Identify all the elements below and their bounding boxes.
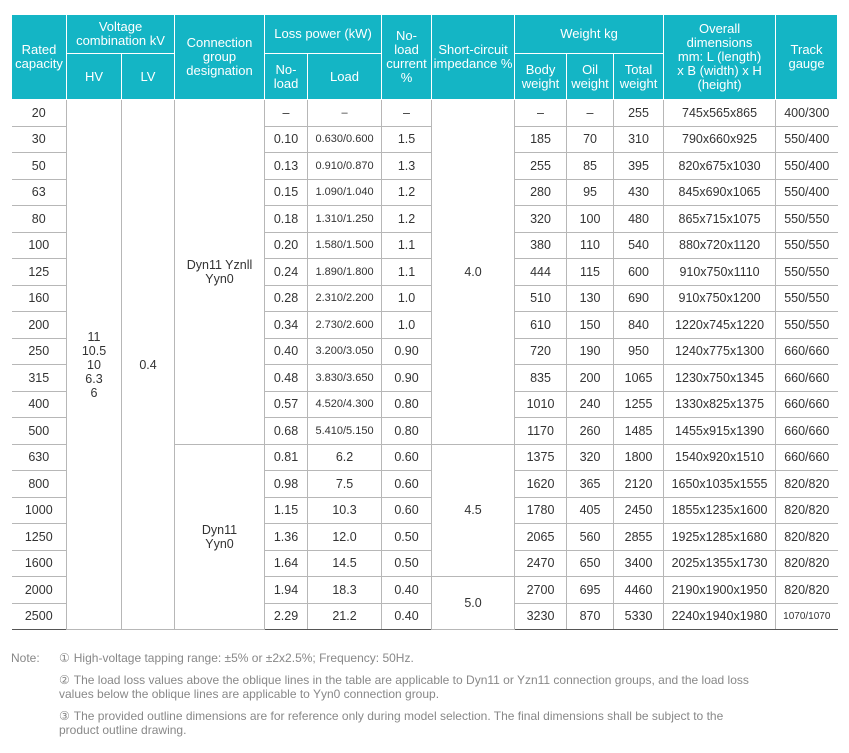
cell-no-load-loss: 1.94 <box>265 577 308 604</box>
cell-no-load-current: 1.2 <box>382 179 432 206</box>
note-text: High-voltage tapping range: ±5% or ±2x2.5%; Frequency: 50Hz. <box>73 651 414 665</box>
header-line: Body <box>525 61 556 77</box>
cell-no-load-current: 0.40 <box>382 603 432 630</box>
cell-load-loss: 12.0 <box>308 524 382 551</box>
cell-dimensions: 845x690x1065 <box>664 179 776 206</box>
cell-load-loss: 7.5 <box>308 471 382 498</box>
cell-no-load-current: – <box>382 100 432 127</box>
cell-hv <box>67 100 122 630</box>
cell-no-load-loss: 1.64 <box>265 550 308 577</box>
header-track-gauge <box>776 15 838 100</box>
cell-track-gauge: 820/820 <box>776 471 838 498</box>
cell-track-gauge: 660/660 <box>776 365 838 392</box>
header-line: Voltage <box>98 19 143 34</box>
cell-dimensions: 1540x920x1510 <box>664 444 776 471</box>
note-marker: ② <box>59 673 70 687</box>
header-line: dimensions <box>686 35 753 50</box>
notes-label: Note: <box>11 651 40 665</box>
cell-body-weight: 1375 <box>515 444 567 471</box>
cell-total-weight: 395 <box>614 153 664 180</box>
cell-oil-weight: 70 <box>567 126 614 153</box>
header-hv: HV <box>67 54 122 100</box>
cell-load-loss: – <box>308 100 382 127</box>
cell-no-load-current: 0.80 <box>382 391 432 418</box>
header-line: No- <box>275 61 297 77</box>
cell-dimensions: 910x750x1110 <box>664 259 776 286</box>
cell-body-weight: 380 <box>515 232 567 259</box>
cell-no-load-current: 1.2 <box>382 206 432 233</box>
cell-dimensions: 2025x1355x1730 <box>664 550 776 577</box>
cell-connection-group <box>175 444 265 630</box>
cell-dimensions: 1230x750x1345 <box>664 365 776 392</box>
cell-dimensions: 820x675x1030 <box>664 153 776 180</box>
cell-oil-weight: 260 <box>567 418 614 445</box>
cell-total-weight: 1800 <box>614 444 664 471</box>
cell-track-gauge: 820/820 <box>776 577 838 604</box>
cell-capacity: 1250 <box>12 524 67 551</box>
cell-no-load-current: 0.60 <box>382 444 432 471</box>
cell-body-weight: 320 <box>515 206 567 233</box>
cell-track-gauge: 550/550 <box>776 259 838 286</box>
header-line: Track <box>790 42 823 57</box>
cell-no-load-loss: 1.15 <box>265 497 308 524</box>
cell-no-load-loss: 0.24 <box>265 259 308 286</box>
cell-load-loss: 4.520/4.300 <box>308 391 382 418</box>
header-line: x B (width) x H <box>677 63 762 78</box>
cell-total-weight: 5330 <box>614 603 664 630</box>
cell-total-weight: 540 <box>614 232 664 259</box>
cell-no-load-current: 0.50 <box>382 550 432 577</box>
cell-oil-weight: 560 <box>567 524 614 551</box>
cell-oil-weight: 695 <box>567 577 614 604</box>
cell-total-weight: 950 <box>614 338 664 365</box>
header-line: (height) <box>697 77 742 92</box>
header-line: group <box>202 49 237 64</box>
cell-dimensions: 1650x1035x1555 <box>664 471 776 498</box>
header-weight: Weight kg <box>515 15 664 54</box>
cell-total-weight: 255 <box>614 100 664 127</box>
cell-body-weight: 2470 <box>515 550 567 577</box>
cell-body-weight: 185 <box>515 126 567 153</box>
cell-body-weight: 1170 <box>515 418 567 445</box>
cell-impedance: 4.0 <box>432 100 515 445</box>
cell-dimensions: 880x720x1120 <box>664 232 776 259</box>
cell-load-loss: 2.730/2.600 <box>308 312 382 339</box>
cell-total-weight: 1065 <box>614 365 664 392</box>
cell-capacity: 630 <box>12 444 67 471</box>
table-row <box>12 100 838 127</box>
cell-connection-group <box>175 100 265 445</box>
note-item <box>59 652 759 666</box>
cell-no-load-current: 1.1 <box>382 259 432 286</box>
cell-capacity: 50 <box>12 153 67 180</box>
header-line: Overall <box>698 21 741 36</box>
cell-capacity: 400 <box>12 391 67 418</box>
cell-capacity: 315 <box>12 365 67 392</box>
cell-hv-line: 6 <box>90 385 98 400</box>
cell-body-weight: 2700 <box>515 577 567 604</box>
cell-track-gauge: 550/400 <box>776 179 838 206</box>
cell-capacity: 2500 <box>12 603 67 630</box>
cell-total-weight: 1255 <box>614 391 664 418</box>
cell-track-gauge: 660/660 <box>776 418 838 445</box>
header-line: load <box>273 75 299 91</box>
header-overall-dimensions <box>664 15 776 100</box>
cell-dimensions: 1855x1235x1600 <box>664 497 776 524</box>
cell-no-load-current: 0.50 <box>382 524 432 551</box>
header-no-load-loss <box>265 54 308 100</box>
cell-no-load-loss: 2.29 <box>265 603 308 630</box>
cell-total-weight: 480 <box>614 206 664 233</box>
cell-body-weight: 3230 <box>515 603 567 630</box>
cell-no-load-current: 1.0 <box>382 312 432 339</box>
cell-no-load-loss: 0.81 <box>265 444 308 471</box>
cell-dimensions: 2240x1940x1980 <box>664 603 776 630</box>
cell-total-weight: 1485 <box>614 418 664 445</box>
cell-dimensions: 1455x915x1390 <box>664 418 776 445</box>
cell-body-weight: 610 <box>515 312 567 339</box>
cell-load-loss: 3.830/3.650 <box>308 365 382 392</box>
cell-capacity: 30 <box>12 126 67 153</box>
cell-oil-weight: 95 <box>567 179 614 206</box>
header-loss-power: Loss power (kW) <box>265 15 382 54</box>
header-short-circuit-impedance <box>432 15 515 100</box>
cell-oil-weight: 130 <box>567 285 614 312</box>
cell-load-loss: 1.310/1.250 <box>308 206 382 233</box>
cell-total-weight: 430 <box>614 179 664 206</box>
cell-no-load-current: 1.3 <box>382 153 432 180</box>
header-line: impedance % <box>433 56 513 71</box>
header-rated-capacity <box>12 15 67 100</box>
cell-dimensions: 790x660x925 <box>664 126 776 153</box>
cell-impedance: 4.5 <box>432 444 515 577</box>
cell-oil-weight: 405 <box>567 497 614 524</box>
cell-load-loss: 2.310/2.200 <box>308 285 382 312</box>
cell-no-load-loss: 0.98 <box>265 471 308 498</box>
cell-dimensions: 865x715x1075 <box>664 206 776 233</box>
cell-track-gauge: 550/550 <box>776 206 838 233</box>
header-line: No- <box>396 28 417 43</box>
header-no-load-current <box>382 15 432 100</box>
cell-capacity: 125 <box>12 259 67 286</box>
cell-oil-weight: 365 <box>567 471 614 498</box>
cell-body-weight: 1620 <box>515 471 567 498</box>
cell-load-loss: 14.5 <box>308 550 382 577</box>
cell-track-gauge: 550/550 <box>776 285 838 312</box>
cell-total-weight: 2855 <box>614 524 664 551</box>
cell-no-load-loss: 0.10 <box>265 126 308 153</box>
cell-no-load-loss: 0.20 <box>265 232 308 259</box>
cell-track-gauge: 820/820 <box>776 550 838 577</box>
cell-no-load-current: 1.5 <box>382 126 432 153</box>
cell-track-gauge: 820/820 <box>776 497 838 524</box>
cell-body-weight: 2065 <box>515 524 567 551</box>
cell-hv-line: 10 <box>87 357 101 372</box>
cell-no-load-current: 0.80 <box>382 418 432 445</box>
note-item <box>59 710 759 737</box>
cell-load-loss: 21.2 <box>308 603 382 630</box>
header-line: current <box>386 56 427 71</box>
cell-load-loss: 1.580/1.500 <box>308 232 382 259</box>
cell-capacity: 250 <box>12 338 67 365</box>
header-total-weight <box>614 54 664 100</box>
cell-no-load-loss: 0.57 <box>265 391 308 418</box>
cell-body-weight: 1780 <box>515 497 567 524</box>
cell-load-loss: 1.890/1.800 <box>308 259 382 286</box>
cell-total-weight: 600 <box>614 259 664 286</box>
cell-load-loss: 0.910/0.870 <box>308 153 382 180</box>
cell-no-load-current: 0.40 <box>382 577 432 604</box>
cell-no-load-loss: 1.36 <box>265 524 308 551</box>
cell-hv-line: 10.5 <box>81 343 107 358</box>
cell-load-loss: 3.200/3.050 <box>308 338 382 365</box>
cell-hv-line: 11 <box>87 329 101 344</box>
header-line: weight <box>619 75 658 91</box>
cell-oil-weight: 85 <box>567 153 614 180</box>
cell-no-load-loss: 0.48 <box>265 365 308 392</box>
cell-capacity: 20 <box>12 100 67 127</box>
cell-lv: 0.4 <box>122 100 175 630</box>
cell-impedance: 5.0 <box>432 577 515 630</box>
cell-load-loss: 0.630/0.600 <box>308 126 382 153</box>
cell-load-loss: 5.410/5.150 <box>308 418 382 445</box>
cell-load-loss: 6.2 <box>308 444 382 471</box>
cell-no-load-current: 0.60 <box>382 471 432 498</box>
cell-track-gauge: 550/400 <box>776 153 838 180</box>
cell-oil-weight: 110 <box>567 232 614 259</box>
header-line: % <box>400 70 413 85</box>
cell-body-weight: – <box>515 100 567 127</box>
cell-total-weight: 3400 <box>614 550 664 577</box>
cell-capacity: 200 <box>12 312 67 339</box>
cell-track-gauge: 400/300 <box>776 100 838 127</box>
cell-capacity: 160 <box>12 285 67 312</box>
cell-track-gauge: 820/820 <box>776 524 838 551</box>
cell-dimensions: 2190x1900x1950 <box>664 577 776 604</box>
cell-no-load-current: 1.1 <box>382 232 432 259</box>
cell-capacity: 80 <box>12 206 67 233</box>
cell-total-weight: 2450 <box>614 497 664 524</box>
cell-body-weight: 720 <box>515 338 567 365</box>
cell-body-weight: 835 <box>515 365 567 392</box>
cell-oil-weight: 100 <box>567 206 614 233</box>
header-body-weight <box>515 54 567 100</box>
cell-dimensions: 1330x825x1375 <box>664 391 776 418</box>
header-line: mm: L (length) <box>677 49 762 64</box>
cell-no-load-current: 0.90 <box>382 365 432 392</box>
header-line: capacity <box>15 56 63 71</box>
header-line: weight <box>571 75 609 91</box>
cell-track-gauge: 550/550 <box>776 312 838 339</box>
cell-body-weight: 1010 <box>515 391 567 418</box>
cell-no-load-loss: 0.13 <box>265 153 308 180</box>
header-lv: LV <box>122 54 175 100</box>
header-line: Short-circuit <box>438 42 508 57</box>
cell-no-load-loss: 0.18 <box>265 206 308 233</box>
cell-capacity: 100 <box>12 232 67 259</box>
header-voltage-combination <box>67 15 175 54</box>
cell-oil-weight: – <box>567 100 614 127</box>
cell-no-load-loss: 0.34 <box>265 312 308 339</box>
cell-capacity: 500 <box>12 418 67 445</box>
cell-no-load-loss: 0.40 <box>265 338 308 365</box>
spec-table <box>11 14 838 630</box>
cell-oil-weight: 650 <box>567 550 614 577</box>
cell-oil-weight: 150 <box>567 312 614 339</box>
cell-oil-weight: 190 <box>567 338 614 365</box>
header-line: Rated <box>21 42 57 57</box>
cell-total-weight: 310 <box>614 126 664 153</box>
cell-total-weight: 2120 <box>614 471 664 498</box>
cell-dimensions: 1220x745x1220 <box>664 312 776 339</box>
cell-hv-line: 6.3 <box>85 371 103 386</box>
cell-no-load-loss: 0.28 <box>265 285 308 312</box>
cell-oil-weight: 320 <box>567 444 614 471</box>
cell-body-weight: 280 <box>515 179 567 206</box>
note-text: The provided outline dimensions are for reference only during model selection. The final dimensions shall be subject to the product outline drawing. <box>59 709 724 737</box>
cell-body-weight: 444 <box>515 259 567 286</box>
cell-track-gauge: 550/400 <box>776 126 838 153</box>
cell-capacity: 1600 <box>12 550 67 577</box>
note-text: The load loss values above the oblique lines in the table are applicable to Dyn11 or Yzn11 connection groups, and the load loss values below the oblique lines are applicable to Yyn0 connection group. <box>59 673 749 701</box>
cell-no-load-current: 1.0 <box>382 285 432 312</box>
cell-load-loss: 10.3 <box>308 497 382 524</box>
cell-dimensions: 745x565x865 <box>664 100 776 127</box>
cell-no-load-current: 0.90 <box>382 338 432 365</box>
cell-connection-group-line: Dyn11 <box>201 522 238 537</box>
cell-track-gauge: 660/660 <box>776 444 838 471</box>
cell-dimensions: 910x750x1200 <box>664 285 776 312</box>
cell-no-load-loss: – <box>265 100 308 127</box>
cell-oil-weight: 240 <box>567 391 614 418</box>
header-line: gauge <box>788 56 825 71</box>
cell-no-load-loss: 0.15 <box>265 179 308 206</box>
header-oil-weight <box>567 54 614 100</box>
cell-total-weight: 840 <box>614 312 664 339</box>
header-line: Oil <box>582 61 598 77</box>
note-marker: ③ <box>59 709 70 723</box>
cell-connection-group-line: Yyn0 <box>205 536 234 551</box>
header-load-loss: Load <box>308 54 382 100</box>
header-line: weight <box>521 75 560 91</box>
cell-oil-weight: 200 <box>567 365 614 392</box>
header-connection-group <box>175 15 265 100</box>
cell-connection-group-line: Yyn0 <box>205 271 234 286</box>
table-header <box>12 15 838 100</box>
table-body <box>12 100 838 630</box>
cell-track-gauge: 550/550 <box>776 232 838 259</box>
header-line: combination kV <box>76 33 165 48</box>
cell-total-weight: 4460 <box>614 577 664 604</box>
header-line: Total <box>624 61 653 77</box>
cell-track-gauge: 660/660 <box>776 338 838 365</box>
cell-dimensions: 1925x1285x1680 <box>664 524 776 551</box>
cell-capacity: 800 <box>12 471 67 498</box>
note-marker: ① <box>59 651 70 665</box>
cell-no-load-current: 0.60 <box>382 497 432 524</box>
cell-total-weight: 690 <box>614 285 664 312</box>
header-line: Connection <box>186 35 253 50</box>
cell-capacity: 2000 <box>12 577 67 604</box>
header-line: load <box>394 42 419 57</box>
header-line: designation <box>186 63 253 78</box>
cell-connection-group-line: Dyn11 Yznll <box>186 257 253 272</box>
cell-load-loss: 1.090/1.040 <box>308 179 382 206</box>
note-item <box>59 674 759 701</box>
cell-track-gauge: 660/660 <box>776 391 838 418</box>
cell-body-weight: 255 <box>515 153 567 180</box>
cell-dimensions: 1240x775x1300 <box>664 338 776 365</box>
cell-oil-weight: 870 <box>567 603 614 630</box>
cell-load-loss: 18.3 <box>308 577 382 604</box>
cell-capacity: 1000 <box>12 497 67 524</box>
cell-oil-weight: 115 <box>567 259 614 286</box>
cell-capacity: 63 <box>12 179 67 206</box>
cell-no-load-loss: 0.68 <box>265 418 308 445</box>
cell-track-gauge: 1070/1070 <box>776 603 838 630</box>
cell-body-weight: 510 <box>515 285 567 312</box>
